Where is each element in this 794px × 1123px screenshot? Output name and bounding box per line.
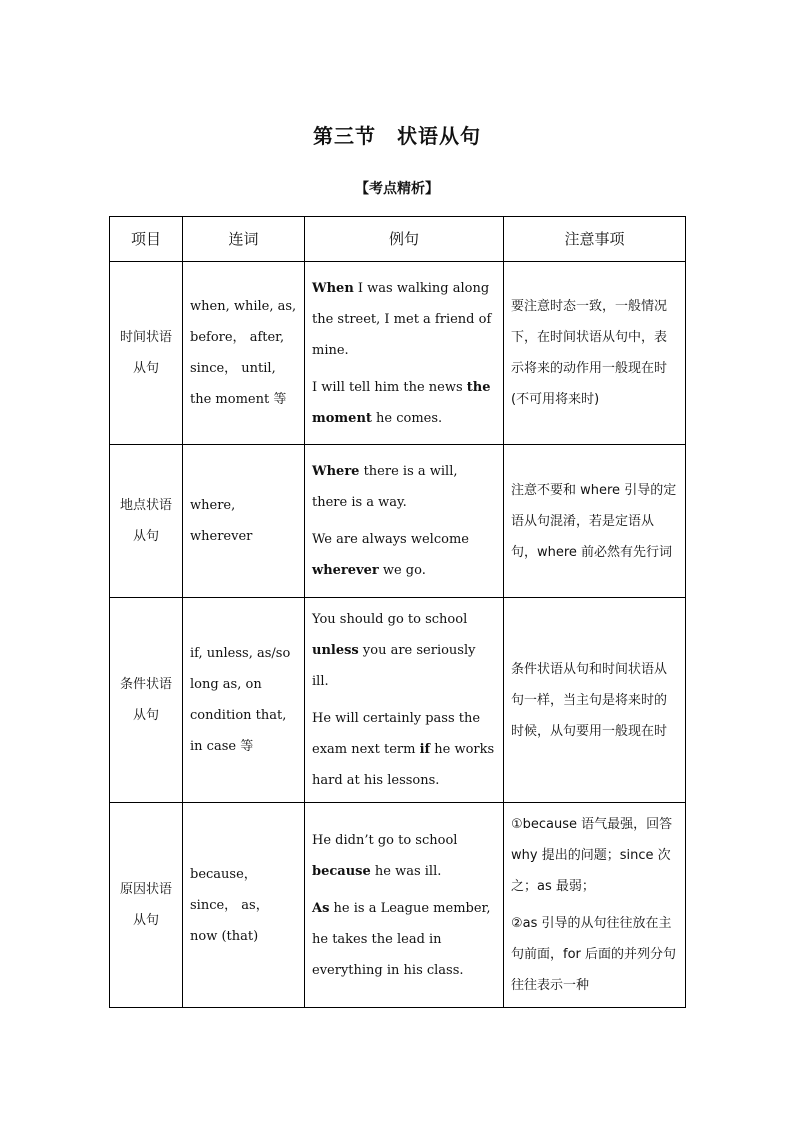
row-notes	[504, 598, 686, 803]
row-examples	[305, 803, 504, 1008]
example-sentence: You should go to school unless you are seriously ill.	[312, 612, 476, 689]
page-title: 第三节 状语从句	[313, 124, 481, 148]
row-item: 时间状语从句	[110, 262, 183, 445]
example-sentence: He didn’t go to school because he was ill.	[312, 832, 458, 879]
example-sentence: When I was walking along the street, I met a friend of mine.	[312, 280, 492, 358]
table-row	[110, 598, 686, 803]
example-sentence: I will tell him the news the moment he comes.	[312, 379, 491, 426]
row-examples	[305, 262, 504, 445]
note-text: 条件状语从句和时间状语从句一样，当主句是将来时的时候，从句要用一般现在时	[511, 661, 668, 739]
header-notes: 注意事项	[504, 217, 686, 262]
note-text: ①because 语气最强，回答 why 提出的问题；since 次之；as 最弱；	[511, 817, 673, 894]
table-header-row	[110, 217, 686, 262]
table-row	[110, 445, 686, 598]
example-sentence: He will certainly pass the exam next term if he works hard at his lessons.	[312, 711, 495, 788]
row-item: 地点状语从句	[110, 445, 183, 598]
header-item: 项目	[110, 217, 183, 262]
example-sentence: Where there is a will, there is a way.	[312, 464, 458, 510]
example-sentence: We are always welcome wherever we go.	[312, 532, 469, 578]
note-text: ②as 引导的从句往往放在主句前面，for 后面的并列分句往往表示一种	[511, 916, 677, 993]
table-row	[110, 262, 686, 445]
grammar-table	[109, 216, 686, 1008]
row-conjunctions: if, unless, as/so long as, on condition that, in case 等	[183, 598, 305, 803]
row-conjunctions: because， since， as， now (that)	[183, 803, 305, 1008]
note-text: 注意不要和 where 引导的定语从句混淆，若是定语从句，where 前必然有先行词	[511, 482, 677, 560]
table-row	[110, 803, 686, 1008]
header-conjunction: 连词	[183, 217, 305, 262]
example-sentence: As he is a League member, he takes the lead in everything in his class.	[312, 900, 491, 978]
row-conjunctions: where, wherever	[183, 445, 305, 598]
row-notes	[504, 262, 686, 445]
row-item: 原因状语从句	[110, 803, 183, 1008]
row-examples	[305, 445, 504, 598]
row-notes	[504, 445, 686, 598]
row-examples	[305, 598, 504, 803]
note-text: 要注意时态一致，一般情况下，在时间状语从句中，表示将来的动作用一般现在时(不可用将来时)	[511, 299, 668, 407]
row-notes	[504, 803, 686, 1008]
row-item: 条件状语从句	[110, 598, 183, 803]
header-example: 例句	[305, 217, 504, 262]
section-subtitle: 【考点精析】	[355, 181, 439, 197]
row-conjunctions: when, while, as, before， after, since， until, the moment 等	[183, 262, 305, 445]
